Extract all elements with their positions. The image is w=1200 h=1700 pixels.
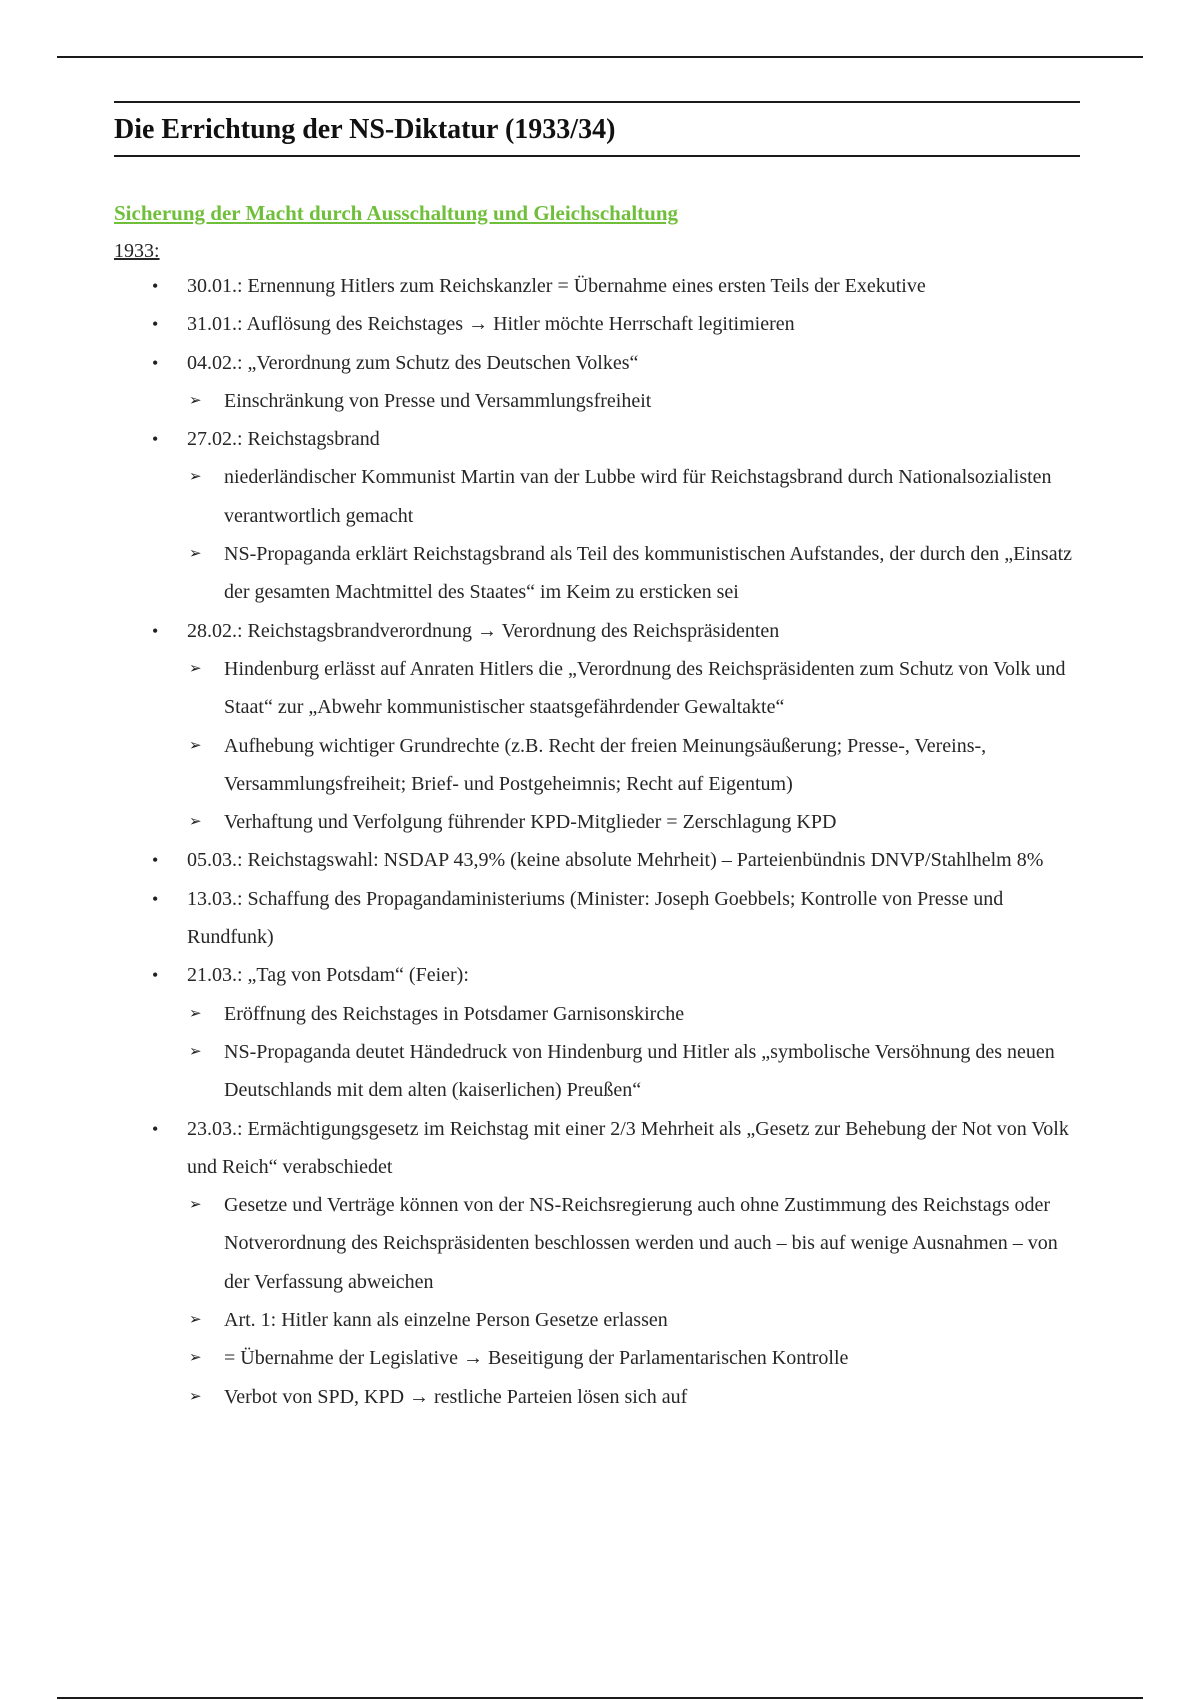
list-item <box>114 612 1080 650</box>
list-item-text: NS-Propaganda erklärt Reichstagsbrand als Teil des kommunistischen Aufstandes, der durch den „Einsatz der gesamten Machtmittel des Staates“ im Keim zu ersticken sei <box>224 543 1073 604</box>
arrow-bullet-icon: ➢ <box>189 1197 202 1214</box>
bullet-icon: • <box>152 1118 159 1139</box>
arrow-bullet-icon: ➢ <box>189 392 202 409</box>
list-item-text: Aufhebung wichtiger Grundrechte (z.B. Recht der freien Meinungsäußerung; Presse-, Vereins-, Versammlungsfreiheit; Brief- und Postgeheimnis; Recht auf Eigentum) <box>224 734 987 795</box>
list-item-text: Verbot von SPD, KPD → restliche Parteien lösen sich auf <box>224 1385 688 1408</box>
bullet-icon: • <box>152 965 159 986</box>
bullet-icon: • <box>152 850 159 871</box>
arrow-bullet-icon: ➢ <box>189 546 202 563</box>
bullet-icon: • <box>152 888 159 909</box>
list-item <box>114 880 1080 957</box>
list-item-text: Verhaftung und Verfolgung führender KPD-Mitglieder = Zerschlagung KPD <box>224 811 837 834</box>
sub-list-item <box>114 382 1080 420</box>
arrow-bullet-icon: ➢ <box>189 1312 202 1329</box>
sub-list-item <box>114 803 1080 841</box>
sub-list-item <box>114 535 1080 612</box>
list-item <box>114 841 1080 879</box>
sub-list-item <box>114 1301 1080 1339</box>
list-item-text: Hindenburg erlässt auf Anraten Hitlers die „Verordnung des Reichspräsidenten zum Schutz von Volk und Staat“ zur „Abwehr kommunistischer staatsgefährdender Gewaltakte“ <box>224 657 1066 719</box>
list-item-text: 21.03.: „Tag von Potsdam“ (Feier): <box>187 964 469 987</box>
arrow-bullet-icon: ➢ <box>189 469 202 486</box>
list-item <box>114 420 1080 458</box>
list-item-text: 28.02.: Reichstagsbrandverordnung → Verordnung des Reichspräsidenten <box>187 619 780 642</box>
sub-list-item <box>114 1339 1080 1377</box>
arrow-bullet-icon: ➢ <box>189 1043 202 1060</box>
arrow-bullet-icon: ➢ <box>189 737 202 754</box>
arrow-bullet-icon: ➢ <box>189 1388 202 1405</box>
list-item-text: = Übernahme der Legislative → Beseitigung der Parlamentarischen Kontrolle <box>224 1347 849 1370</box>
list-item-text: Eröffnung des Reichstages in Potsdamer Garnisonskirche <box>224 1002 685 1025</box>
sub-list-item <box>114 995 1080 1033</box>
arrow-bullet-icon: ➢ <box>189 660 202 677</box>
sub-list-item <box>114 650 1080 727</box>
list-item <box>114 1110 1080 1187</box>
title-box <box>114 101 1080 157</box>
list-item <box>114 956 1080 994</box>
bullet-list <box>114 267 1080 1416</box>
bullet-icon: • <box>152 620 159 641</box>
sub-list-item <box>114 1033 1080 1110</box>
document-body <box>114 101 1080 1416</box>
list-item-text: 30.01.: Ernennung Hitlers zum Reichskanzler = Übernahme eines ersten Teils der Exekutive <box>187 275 926 297</box>
list-item <box>114 344 1080 382</box>
arrow-bullet-icon: ➢ <box>189 1005 202 1022</box>
page-bottom-rule <box>57 1697 1143 1699</box>
section-heading: Sicherung der Macht durch Ausschaltung und Gleichschaltung <box>114 201 679 225</box>
bullet-icon: • <box>152 314 159 335</box>
list-item <box>114 267 1080 305</box>
sub-list-item <box>114 1378 1080 1416</box>
list-item-text: Einschränkung von Presse und Versammlungsfreiheit <box>224 389 652 412</box>
arrow-bullet-icon: ➢ <box>189 1350 202 1367</box>
bullet-icon: • <box>152 352 159 373</box>
arrow-bullet-icon: ➢ <box>189 814 202 831</box>
list-item-text: 13.03.: Schaffung des Propagandaministeriums (Minister: Joseph Goebbels; Kontrolle von Presse und Rundfunk) <box>187 887 1004 949</box>
sub-list-item <box>114 1186 1080 1301</box>
page-title: Die Errichtung der NS-Diktatur (1933/34) <box>114 114 616 145</box>
bullet-icon: • <box>152 276 159 296</box>
list-item-text: niederländischer Kommunist Martin van der Lubbe wird für Reichstagsbrand durch Nationalsozialisten verantwortlich gemacht <box>224 466 1052 527</box>
bullet-icon: • <box>152 429 159 450</box>
sub-list-item <box>114 458 1080 535</box>
list-item-text: Gesetze und Verträge können von der NS-Reichsregierung auch ohne Zustimmung des Reichstags oder Notverordnung des Reichspräsidenten beschlossen werden und auch – bis auf wenige Ausnahmen – von der Verfassung abweichen <box>224 1194 1058 1293</box>
list-item-text: 31.01.: Auflösung des Reichstages → Hitler möchte Herrschaft legitimieren <box>187 313 795 336</box>
year-label: 1933: <box>114 240 160 262</box>
list-item-text: NS-Propaganda deutet Händedruck von Hindenburg und Hitler als „symbolische Versöhnung des neuen Deutschlands mit dem alten (kaiserlichen) Preußen“ <box>224 1040 1055 1102</box>
list-item <box>114 305 1080 343</box>
list-item-text: Art. 1: Hitler kann als einzelne Person Gesetze erlassen <box>224 1309 668 1332</box>
page-top-rule <box>57 56 1143 58</box>
list-item-text: 05.03.: Reichstagswahl: NSDAP 43,9% (keine absolute Mehrheit) – Parteienbündnis DNVP/Stahlhelm 8% <box>187 849 1044 872</box>
list-item-text: 23.03.: Ermächtigungsgesetz im Reichstag mit einer 2/3 Mehrheit als „Gesetz zur Behebung der Not von Volk und Reich“ verabschiedet <box>187 1117 1069 1178</box>
list-item-text: 04.02.: „Verordnung zum Schutz des Deutschen Volkes“ <box>187 351 639 374</box>
sub-list-item <box>114 727 1080 804</box>
list-item-text: 27.02.: Reichstagsbrand <box>187 428 380 451</box>
